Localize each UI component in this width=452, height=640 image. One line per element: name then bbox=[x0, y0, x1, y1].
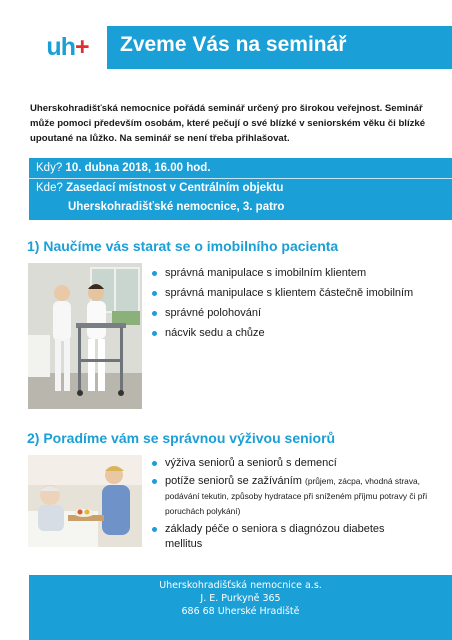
bullet-icon bbox=[152, 331, 157, 336]
where-value-line2: Uherskohradišťské nemocnice, 3. patro bbox=[68, 201, 285, 213]
list-item-note: (průjem, zácpa, vhodná strava, podávání tekutin, způsoby hydratace při sníženém příjmu potravy či při poruchách polykání) bbox=[165, 476, 428, 516]
nurse-feeding-photo bbox=[28, 455, 142, 547]
info-divider bbox=[29, 178, 452, 179]
list-item bbox=[150, 456, 440, 471]
where-line-2 bbox=[68, 201, 284, 213]
list-item-text: správná manipulace s klientem částečně imobilním bbox=[165, 287, 414, 299]
when-value: 10. dubna 2018, 16.00 hod. bbox=[65, 162, 211, 174]
bullet-icon bbox=[152, 479, 157, 484]
bullet-icon bbox=[152, 291, 157, 296]
footer-line1: Uherskohradišťská nemocnice a.s. bbox=[159, 580, 322, 591]
list-item bbox=[150, 266, 413, 281]
list-item bbox=[150, 522, 415, 552]
bullet-icon bbox=[152, 271, 157, 276]
section1-list bbox=[150, 266, 413, 341]
list-item bbox=[150, 306, 413, 321]
bullet-icon bbox=[152, 527, 157, 532]
list-item-text: potíže seniorů se zažíváním bbox=[165, 475, 302, 487]
when-label: Kdy? bbox=[36, 162, 63, 174]
footer bbox=[29, 575, 452, 640]
intro-text: Uherskohradišťská nemocnice pořádá seminář určený pro širokou veřejnost. Seminář může pomoci především osobám, které pečují o své blízké v seniorském věku či blízké upoutané na lůžko. Na seminář se není třeba přihlašovat. bbox=[30, 103, 426, 144]
bullet-icon bbox=[152, 311, 157, 316]
list-item-text: správné polohování bbox=[165, 307, 262, 319]
nurses-photo-illustration bbox=[28, 263, 142, 409]
section2-heading: 2) Poradíme vám se správnou výživou seniorů bbox=[27, 430, 336, 446]
footer-line2: J. E. Purkyně 365 bbox=[200, 593, 281, 604]
logo-plus: + bbox=[74, 33, 90, 61]
section1-heading: 1) Naučíme vás starat se o imobilního pacienta bbox=[27, 238, 339, 254]
logo-text: uh bbox=[46, 33, 75, 61]
list-item-text: výživa seniorů a seniorů s demencí bbox=[165, 457, 337, 469]
logo bbox=[29, 26, 107, 69]
where-label: Kde? bbox=[36, 182, 63, 194]
list-item-text: základy péče o seniora s diagnózou diabetes mellitus bbox=[165, 523, 385, 550]
where-value-line1: Zasedací místnost v Centrálním objektu bbox=[66, 182, 284, 194]
list-item-text: správná manipulace s imobilním klientem bbox=[165, 267, 367, 279]
nurses-photo bbox=[28, 263, 142, 409]
when-line bbox=[36, 162, 211, 174]
nurse-feeding-illustration bbox=[28, 455, 142, 547]
footer-line3: 686 68 Uherské Hradiště bbox=[181, 606, 300, 617]
section2-list bbox=[150, 456, 440, 552]
list-item bbox=[150, 326, 413, 341]
bullet-icon bbox=[152, 461, 157, 466]
list-item bbox=[150, 474, 440, 519]
list-item-text: nácvik sedu a chůze bbox=[165, 327, 265, 339]
where-line bbox=[36, 182, 283, 194]
list-item bbox=[150, 286, 413, 301]
page-title: Zveme Vás na seminář bbox=[120, 33, 347, 56]
